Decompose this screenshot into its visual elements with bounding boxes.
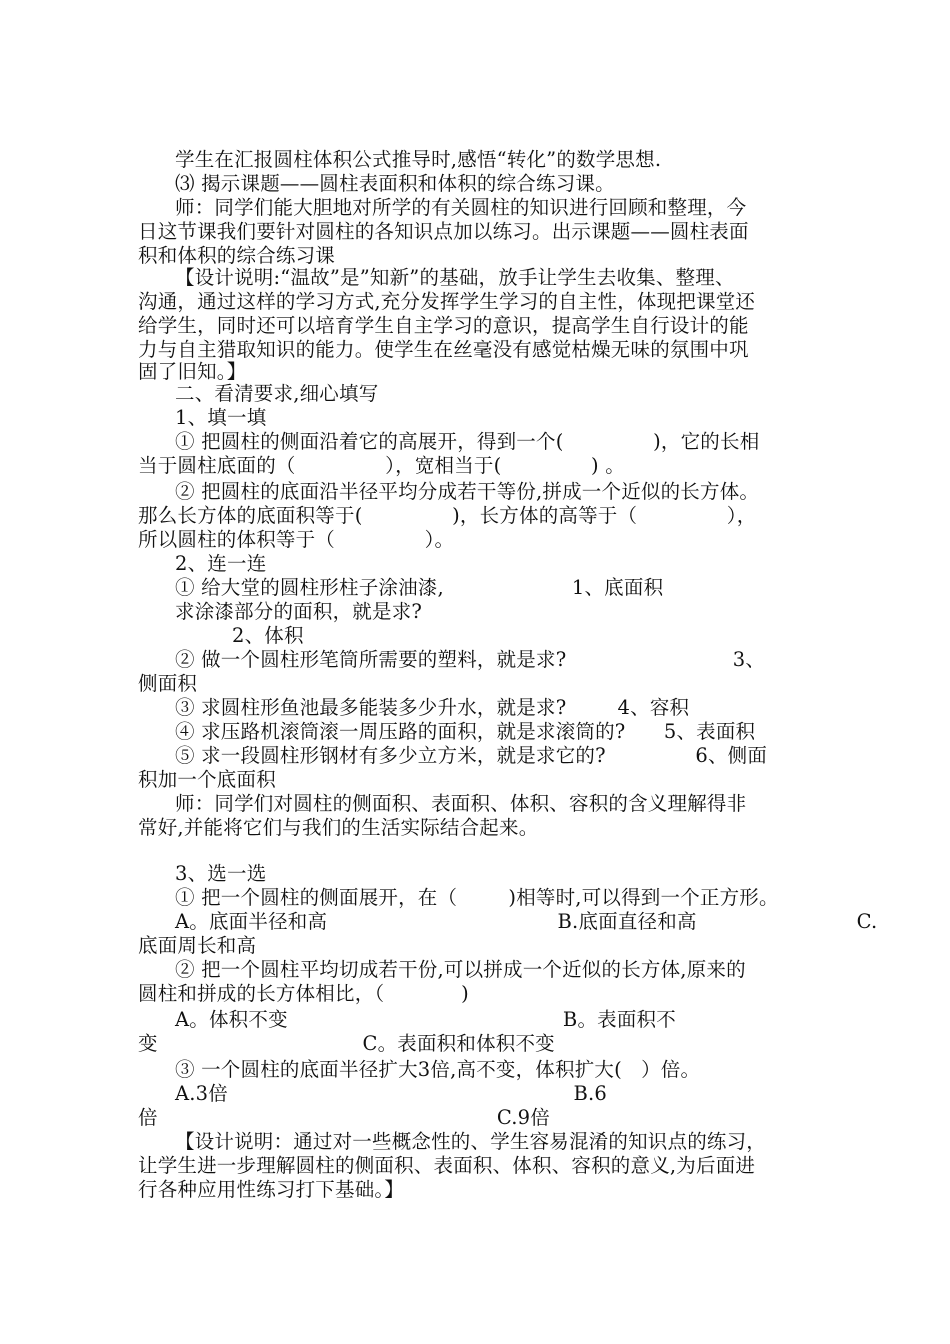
subsection-heading: 1、填一填 — [175, 406, 267, 429]
choice-options: A。体积不变 B。表面积不 — [175, 1008, 676, 1031]
choice-question: ② 把一个圆柱平均切成若干份,可以拼成一个近似的长方体,原来的 — [175, 958, 746, 981]
choice-options: 变 C。表面积和体积不变 — [138, 1032, 555, 1055]
design-note: 给学生，同时还可以培育学生自主学习的意识，提高学生自行设计的能 — [138, 314, 749, 337]
matching-line: ③ 求圆柱形鱼池最多能装多少升水，就是求? 4、容积 — [175, 696, 690, 719]
section-heading: 二、看清要求,细心填写 — [175, 382, 379, 405]
text-line: 师：同学们能大胆地对所学的有关圆柱的知识进行回顾和整理，今 — [175, 196, 747, 219]
subsection-heading: 2、连一连 — [175, 552, 267, 575]
design-note: 【设计说明:“温故”是”知新”的基础，放手让学生去收集、整理、 — [175, 266, 735, 289]
design-note: 让学生进一步理解圆柱的侧面积、表面积、体积、容积的意义,为后面进 — [138, 1154, 756, 1177]
text-line: 师：同学们对圆柱的侧面积、表面积、体积、容积的含义理解得非 — [175, 792, 747, 815]
design-note: 行各种应用性练习打下基础。】 — [138, 1178, 405, 1201]
choice-question: ① 把一个圆柱的侧面展开，在（ )相等时,可以得到一个正方形。 — [175, 886, 779, 909]
choice-question: ③ 一个圆柱的底面半径扩大3倍,高不变，体积扩大( ）倍。 — [175, 1058, 701, 1081]
choice-options: A。底面半径和高 B.底面直径和高 C. — [175, 910, 878, 933]
matching-line: ② 做一个圆柱形笔筒所需要的塑料，就是求? 3、 — [175, 648, 766, 671]
matching-line: ⑤ 求一段圆柱形钢材有多少立方米，就是求它的? 6、侧面 — [175, 744, 768, 767]
design-note: 力与自主猎取知识的能力。使学生在丝毫没有感觉枯燥无味的氛围中巩 — [138, 338, 749, 361]
question-line: ② 把圆柱的底面沿半径平均分成若干等份,拼成一个近似的长方体。 — [175, 480, 760, 503]
text-line: 积和体积的综合练习课 — [138, 244, 336, 267]
question-line: 所以圆柱的体积等于（ ）。 — [138, 528, 455, 551]
text-line: 学生在汇报圆柱体积公式推导时,感悟“转化”的数学思想. — [175, 148, 662, 171]
question-line: 当于圆柱底面的（ ），宽相当于( ) 。 — [138, 454, 625, 477]
text-line: 常好,并能将它们与我们的生活实际结合起来。 — [138, 816, 539, 839]
choice-options: 倍 C.9倍 — [138, 1106, 550, 1129]
design-note: 沟通，通过这样的学习方式,充分发挥学生学习的自主性，体现把课堂还 — [138, 290, 756, 313]
choice-options: A.3倍 B.6 — [175, 1082, 608, 1105]
question-line: ① 把圆柱的侧面沿着它的高展开，得到一个( )，它的长相 — [175, 430, 760, 453]
choice-options: 底面周长和高 — [138, 934, 257, 957]
design-note: 固了旧知。】 — [138, 360, 247, 383]
text-line: 日这节课我们要针对圆柱的各知识点加以练习。出示课题——圆柱表面 — [138, 220, 749, 243]
choice-question: 圆柱和拼成的长方体相比，（ ) — [138, 982, 469, 1005]
matching-line: ① 给大堂的圆柱形柱子涂油漆, 1、底面积 — [175, 576, 664, 599]
text-line: ⑶ 揭示课题——圆柱表面积和体积的综合练习课。 — [175, 172, 615, 195]
matching-line: 积加一个底面积 — [138, 768, 276, 791]
design-note: 【设计说明：通过对一些概念性的、学生容易混淆的知识点的练习， — [175, 1130, 767, 1153]
matching-line: 侧面积 — [138, 672, 198, 695]
question-line: 那么长方体的底面积等于( )，长方体的高等于（ ）， — [138, 504, 757, 527]
matching-line: 求涂漆部分的面积，就是求? — [175, 600, 423, 623]
subsection-heading: 3、选一选 — [175, 862, 267, 885]
matching-line: ④ 求压路机滚筒滚一周压路的面积，就是求滚筒的? 5、表面积 — [175, 720, 756, 743]
matching-line: 2、体积 — [232, 624, 304, 647]
